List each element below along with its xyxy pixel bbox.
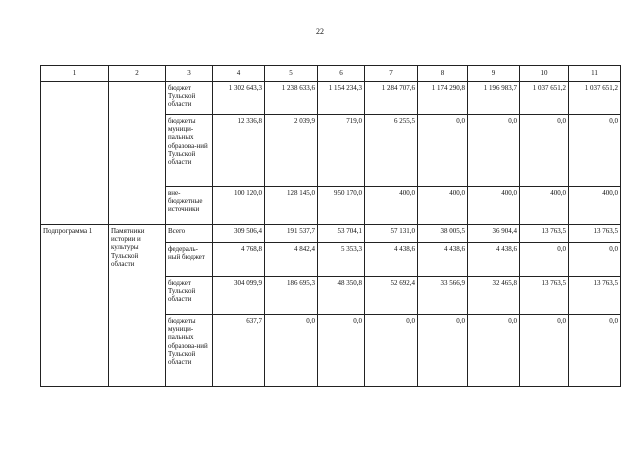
funding-source: вне-бюджетные источники — [166, 187, 213, 225]
header-cell: 3 — [166, 66, 213, 82]
value-cell: 0,0 — [265, 315, 318, 387]
value-cell: 4 438,6 — [365, 243, 418, 277]
value-cell: 4 768,8 — [213, 243, 265, 277]
value-cell: 1 037 651,2 — [520, 82, 569, 115]
funding-source: бюджет Тульской области — [166, 82, 213, 115]
value-cell: 48 350,8 — [318, 277, 365, 315]
value-cell: 950 170,0 — [318, 187, 365, 225]
header-cell: 4 — [213, 66, 265, 82]
value-cell: 0,0 — [569, 243, 621, 277]
header-cell: 1 — [41, 66, 109, 82]
value-cell: 0,0 — [520, 243, 569, 277]
value-cell: 4 842,4 — [265, 243, 318, 277]
value-cell: 1 154 234,3 — [318, 82, 365, 115]
value-cell: 36 904,4 — [468, 225, 520, 243]
funding-source: федераль-ный бюджет — [166, 243, 213, 277]
header-cell: 2 — [109, 66, 166, 82]
value-cell: 13 763,5 — [520, 277, 569, 315]
value-cell: 57 131,0 — [365, 225, 418, 243]
value-cell: 1 238 633,6 — [265, 82, 318, 115]
value-cell: 2 039,9 — [265, 115, 318, 187]
value-cell: 0,0 — [318, 315, 365, 387]
value-cell: 13 763,5 — [569, 277, 621, 315]
page-number: 22 — [316, 27, 324, 36]
funding-source: бюджеты муници-пальных образова-ний Тульской области — [166, 315, 213, 387]
value-cell: 13 763,5 — [569, 225, 621, 243]
header-cell: 5 — [265, 66, 318, 82]
value-cell: 1 174 290,8 — [418, 82, 468, 115]
subprogram-label: Подпрограмма 1 — [41, 225, 109, 387]
value-cell: 191 537,7 — [265, 225, 318, 243]
value-cell: 400,0 — [365, 187, 418, 225]
value-cell: 0,0 — [418, 115, 468, 187]
value-cell: 13 763,5 — [520, 225, 569, 243]
table-row — [41, 225, 621, 243]
funding-source: бюджет Тульской области — [166, 277, 213, 315]
value-cell: 0,0 — [365, 315, 418, 387]
header-cell: 10 — [520, 66, 569, 82]
value-cell: 4 438,6 — [468, 243, 520, 277]
value-cell: 0,0 — [569, 115, 621, 187]
value-cell: 32 465,8 — [468, 277, 520, 315]
header-cell: 9 — [468, 66, 520, 82]
header-cell: 6 — [318, 66, 365, 82]
funding-source: Всего — [166, 225, 213, 243]
value-cell: 0,0 — [569, 315, 621, 387]
value-cell: 53 704,1 — [318, 225, 365, 243]
value-cell: 1 284 707,6 — [365, 82, 418, 115]
funding-source: бюджеты муници-пальных образова-ний Тульской области — [166, 115, 213, 187]
table-row — [41, 82, 621, 115]
value-cell: 5 353,3 — [318, 243, 365, 277]
value-cell: 33 566,9 — [418, 277, 468, 315]
value-cell: 400,0 — [418, 187, 468, 225]
value-cell: 38 005,5 — [418, 225, 468, 243]
value-cell: 304 099,9 — [213, 277, 265, 315]
value-cell: 400,0 — [468, 187, 520, 225]
value-cell: 0,0 — [520, 315, 569, 387]
value-cell: 637,7 — [213, 315, 265, 387]
subprogram-name: Памятники истории и культуры Тульской области — [109, 225, 166, 387]
header-row — [41, 66, 621, 82]
budget-table — [40, 65, 621, 387]
value-cell: 1 302 643,3 — [213, 82, 265, 115]
value-cell: 12 336,8 — [213, 115, 265, 187]
value-cell: 100 120,0 — [213, 187, 265, 225]
value-cell: 186 695,3 — [265, 277, 318, 315]
empty-cell — [109, 82, 166, 225]
value-cell: 309 506,4 — [213, 225, 265, 243]
value-cell: 719,0 — [318, 115, 365, 187]
empty-cell — [41, 82, 109, 225]
value-cell: 0,0 — [468, 115, 520, 187]
header-cell: 11 — [569, 66, 621, 82]
value-cell: 52 692,4 — [365, 277, 418, 315]
value-cell: 6 255,5 — [365, 115, 418, 187]
value-cell: 1 037 651,2 — [569, 82, 621, 115]
value-cell: 400,0 — [569, 187, 621, 225]
value-cell: 0,0 — [520, 115, 569, 187]
header-cell: 7 — [365, 66, 418, 82]
value-cell: 0,0 — [468, 315, 520, 387]
value-cell: 128 145,0 — [265, 187, 318, 225]
value-cell: 0,0 — [418, 315, 468, 387]
value-cell: 4 438,6 — [418, 243, 468, 277]
value-cell: 1 196 983,7 — [468, 82, 520, 115]
header-cell: 8 — [418, 66, 468, 82]
value-cell: 400,0 — [520, 187, 569, 225]
